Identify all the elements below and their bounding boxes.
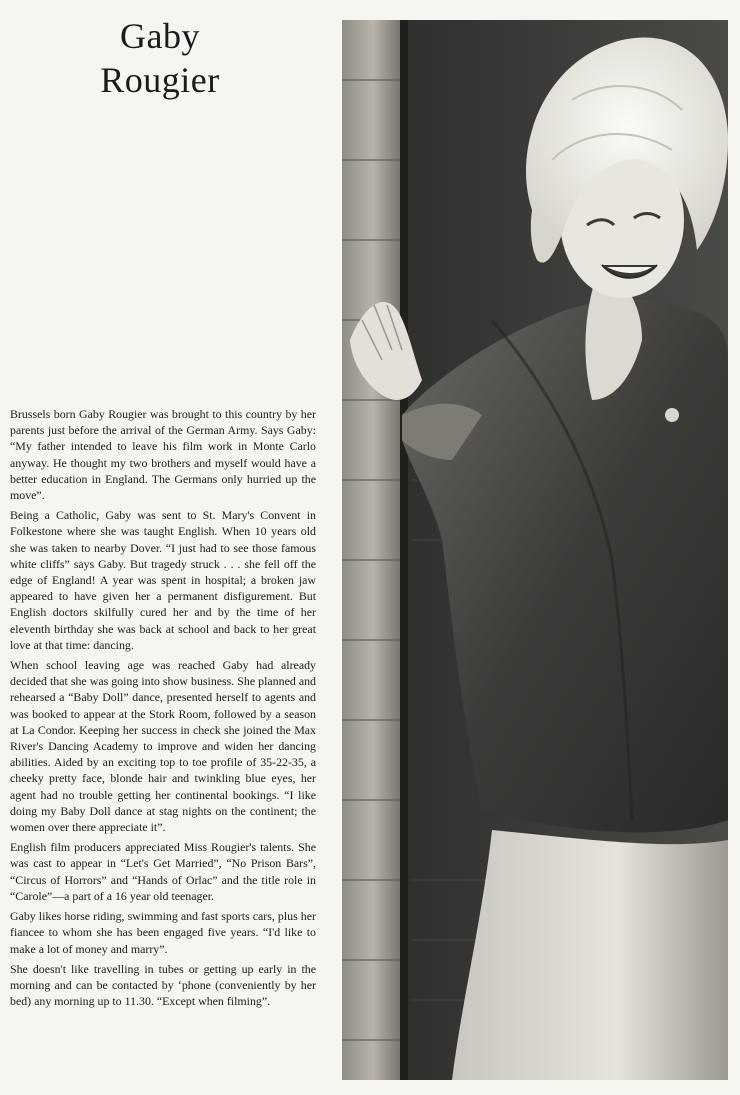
paragraph-5: Gaby likes horse riding, swimming and fast sports cars, plus her fiancee to whom she has been engaged five years. “I'd like to make a lot of money and marry”.	[10, 909, 316, 956]
title-line-2: Rougier	[100, 60, 220, 100]
article-title	[60, 14, 260, 102]
paragraph-1: Brussels born Gaby Rougier was brought to this country by her parents just before the arrival of the German Army. Says Gaby: “My father intended to leave his film work in Monte Carlo anyway. He thought my two brothers and myself would have a better education in England. The Germans only hurried up the move”.	[10, 407, 316, 503]
paragraph-3: When school leaving age was reached Gaby had already decided that she was going into show business. She planned and rehearsed a “Baby Doll” dance, presented herself to agents and was booked to appear at the Stork Room, followed by a season at La Condor. Keeping her success in check she joined the Max River's Dancing Academy to improve and widen her dancing abilities. Aided by an exciting top to toe profile of 35-22-35, a cheeky pretty face, blonde hair and twinkling blue eyes, her agent had no trouble getting her continental bookings. “I like doing my Baby Doll dance at stag nights on the continent; the women over there appreciate it”.	[10, 658, 316, 835]
portrait-photo	[342, 20, 728, 1080]
paragraph-2: Being a Catholic, Gaby was sent to St. Mary's Convent in Folkestone where she was taught English. When 10 years old she was taken to nearby Dover. “I just had to see those famous white cliffs” says Gaby. But tragedy struck . . . she fell off the edge of England! A year was spent in hospital; a broken jaw appeared to have given her a permanent disfigurement. But English doctors skilfully cured her and by the time of her eleventh birthday she was back at school and back to her great love at that time: dancing.	[10, 508, 316, 652]
article-body	[10, 406, 316, 1013]
title-line-1: Gaby	[120, 16, 200, 56]
paragraph-6: She doesn't like travelling in tubes or getting up early in the morning and can be contacted by ‘phone (conveniently by her bed) any morning up to 11.30. “Except when filming”.	[10, 961, 316, 1009]
leg	[452, 830, 728, 1080]
jacket-button	[665, 408, 679, 422]
brick-doorway	[342, 20, 404, 1080]
paragraph-4: English film producers appreciated Miss Rougier's talents. She was cast to appear in “Let's Get Married”, “No Prison Bars”, “Circus of Horrors” and “Hands of Orlac” and the title role in “Carole”—a part of a 16 year old teenager.	[10, 840, 316, 903]
